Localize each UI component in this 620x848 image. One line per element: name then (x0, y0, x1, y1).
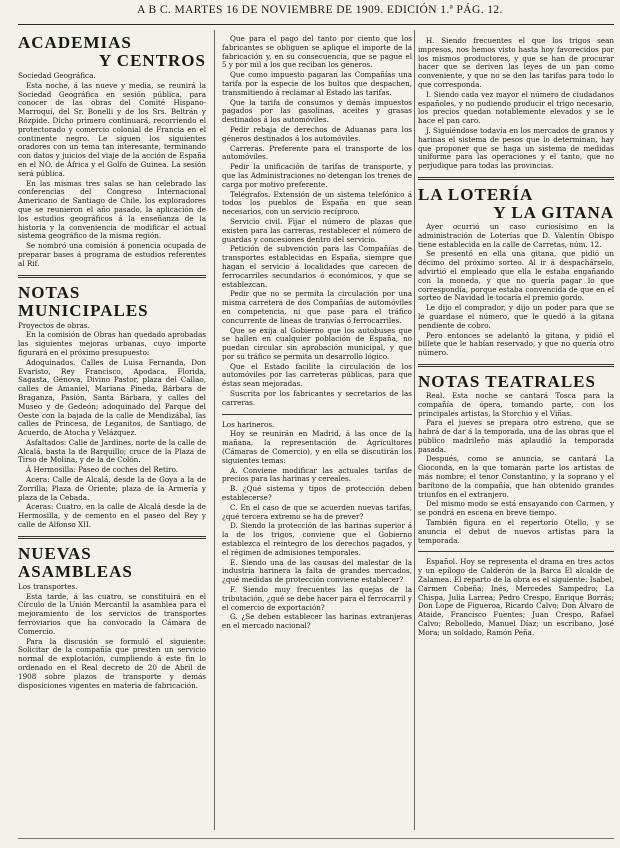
paragraph: Para el jueves se prepara otro estreno, que se habrá de dar á la temporada, una de las obras que el público madrileño más aplaudió la temporada pasada. (418, 418, 614, 454)
paragraph: Real. Esta noche se cantará Tosca para la compañía de ópera, tomando parte, con los principales artistas, la Storchio y el Viñas. (418, 390, 614, 418)
paragraph: Que como impuesto pagaran las Compañías una tarifa por la especie de los bultos que despachen, transmitiendo á reclamar al Estado las tarifas. (222, 70, 412, 97)
article-divider (418, 551, 614, 552)
paragraph: Que el Estado facilite la circulación de los automóviles por las carreteras públicas, para que éstas sean mejoradas. (222, 361, 412, 389)
section-divider (418, 177, 614, 180)
paragraph: Adoquinados. Calles de Luisa Fernanda, Don Evaristo, Rey Francisco, Apodaca, Florida, Sagasta, Génova, Divino Pastor, plaza del Callao, calles de Amaniel, Mariana Pineda, Bárbara de Braganza, Pasión, Santa Bárbara, y calles del Museo y de Gedeón; adoquinado del Parque del Oeste con la bajada de la calle de Mendizábal, las calles de Princesa, de Leganitos, de Santiago, de Acuerdo, de Atocha y Velázquez. (18, 357, 206, 438)
paragraph: B. ¿Qué sistema y tipos de protección deben establecerse? (222, 484, 412, 503)
paragraph: Pedir rebaja de derechos de Aduanas para los géneros destinados á los automóviles. (222, 124, 412, 143)
paragraph: G. ¿Se deben establecer las harinas extranjeras en el mercado nacional? (222, 612, 412, 631)
paragraph: I. Siendo cada vez mayor el número de ciudadanos españoles, y no pudiendo producir el trigo necesario, los precios quedan notablemente elevados y se le hace el pan caro. (418, 89, 614, 126)
article-divider (222, 414, 412, 415)
column-2 (222, 34, 412, 838)
column-divider (214, 30, 215, 830)
section-title-academias: ACADEMIAS (18, 34, 132, 52)
paragraph: Del mismo modo se está ensayando con Carmen, y se pondrá en escena en breve tiempo. (418, 499, 614, 518)
paragraph: Hoy se reunirán en Madrid, á las once de la mañana, la representación de Agricultores (Cámaras de Comercio), y en ella se discutirán los siguientes temas: (222, 429, 412, 465)
paragraph: Que para el pago del tanto por ciento que los fabricantes se obliguen se aplique el importe de la fabricación y, en su consecuencia, que se pague el 5 y por mil a los que reciban los géneros. (222, 34, 412, 70)
paragraph: Acera: Calle de Alcalá, desde la de Goya a la de Zorrilla; Plaza de Oriente; plaza de la Armería y plaza de la Cebada. (18, 475, 206, 502)
paragraph: Petición de subvención para las Compañías de transportes establecidas en España, siempre que hagan el servicio á localidades que carecen de ferrocarriles secundarios ó económicos, y que se establezcan. (222, 244, 412, 289)
header-rule (18, 24, 614, 25)
paragraph: Pedir que no se permita la circulación por una misma carretera de dos Compañías de automóviles en competencia, ni que pase para el tráfico concurrente de líneas de tranvías ó ferrocarriles. (222, 289, 412, 325)
paragraph: H. Siendo frecuentes el que los trigos sean impresos, nos hemos visto hasta hoy favorecidos por los mismos productores, y que se han de procurar hacer que se deriven las leyes de un pan como conveniente, y que no se den las tarifas para todo lo que corresponda. (418, 36, 614, 89)
paragraph: Asfaltados: Calle de Jardines, norte de la calle de Alcalá, basta la de Barquillo; cruce de la Plaza de Tirso de Molina, y de la de Colón. (18, 437, 206, 465)
paragraph: Á Hermosilla: Paseo de coches del Retiro. (26, 465, 179, 475)
paragraph: Se presentó en ella una gitana, que pidió un décimo del próximo sorteo. Al ir á despachárselo, advirtió el empleado que ella le estaba engañando con la moneda, y que no quería pagar lo que correspondía, porque estaba convencida de que en el sorteo de Navidad le tocaría el premio gordo. (418, 249, 614, 303)
paragraph: Suscrita por los fabricantes y secretarios de las carreras. (222, 389, 412, 407)
paragraph: Que se exija al Gobierno que los autobuses que se hallen en cualquier población de España, no puedan circular sin aprobación municipal, y que por su tráfico se permita un desarrollo lógico. (222, 325, 412, 361)
subheading: Sociedad Geográfica. (18, 71, 96, 80)
paragraph: Español. Hoy se representa el drama en tres actos y un epílogo de Calderón de la Barca El alcalde de Zalamea. El reparto de la obra es el siguiente: Isabel, Carmen Cobeña; Inés, Mercedes Sampedro; La Chispa, Julia Larrea; Pedro Crespo, Enrique Borrás; Don Lope de Figueroa, Ricardo Calvo; Don Álvaro de Ataide, Francisco Fuentes; Juan Crespo, Rafael Calvo; Rebolledo, Manuel Díaz; un escribano, José Mora; un soldado, Ramón Peña. (418, 557, 614, 637)
section-title-loteria: LA LOTERÍA (418, 184, 534, 204)
paragraph: Esta noche, á las nueve y media, se reunirá la Sociedad Geográfica en sesión pública, para conocer de las obras del Comité Hispano-Marroquí, del Sr. Bonelli y de los Srs. Beltrán y Rózpide. Dicho primero continuará, recorriendo el protectorado y comercio colonial de Francia en el continente negro. Le siguen los siguientes oradores con un tema tan interesante, terminando con datos y juicios del viaje de la acción de España en el NO. de África y el Golfo de Guinea. La sesión será pública. (18, 80, 206, 178)
page-header: A B C. MARTES 16 DE NOVIEMBRE DE 1909. EDICIÓN 1.ª PÁG. 12. (137, 4, 503, 16)
section-title-centros: Y CENTROS (98, 51, 206, 70)
paragraph: Le dijo el comprador, y dijo un poder para que se le guardase el número, que le quedó á la gitana pendiente de cobro. (418, 303, 614, 330)
paragraph: Que la tarifa de consumos y demás impuestos pagados por las gasolinas, aceites y grasas destinados á los automóviles. (222, 97, 412, 125)
paragraph: A. Conviene modificar las actuales tarifas de precios para las harinas y cereales. (222, 465, 412, 484)
section-divider (418, 364, 614, 367)
paragraph: Servicio civil. Fijar el número de plazas que existen para las carreras, restablecer el número de guardas y concesiones dentro del servicio. (222, 216, 412, 244)
paragraph: También figura en el repertorio Otello, y se anuncia el debut de nuevos artistas para la temporada. (418, 518, 614, 545)
section-title-teatrales: NOTAS TEATRALES (418, 371, 596, 391)
paragraph: Ayer ocurrió un caso curiosísimo en la administración de Loterías que D. Valentín Obispo tiene establecida en la calle de Carretas, núm. 12. (418, 221, 614, 249)
paragraph: J. Siguiéndose todavía en los mercados de granos y harinas el sistema de pesos que lo determinan, hay que proponer que se haga un sistema de medidas uniforme para las operaciones y el tanto, que no perjudique para todas las provincias. (418, 125, 614, 171)
footer-rule (18, 838, 614, 839)
subheading: Proyectos de obras. (18, 320, 90, 330)
paragraph: En las mismas tres salas se han celebrado las conferencias del Congreso Internacional Americano de Santiago de Chile, los exploradores que se reunieron el año pasado, la aplicación de los estudios geográficos á la enseñanza de la historia y la conveniencia de modificar el actual sistema geográfico de la misma región. (18, 178, 206, 241)
paragraph: Pedir la unificación de tarifas de transporte, y que las Administraciones no detengan los trenes de carga por motivo preferente. (222, 162, 412, 189)
paragraph: Telégrafos. Extensión de un sistema telefónico á todos los pueblos de España en que sean necesarios, con un servicio recíproco. (222, 189, 412, 217)
paragraph: Se nombró una comisión á ponencia ocupada de preparar bases á programa de estudios referentes al Rif. (18, 241, 206, 268)
paragraph: En la comisión de Obras han quedado aprobadas las siguientes mejoras urbanas, cuyo importe figurará en el próximo presupuesto: (18, 330, 206, 357)
section-title-municipales: NOTAS MUNICIPALES (18, 282, 149, 320)
section-title-asambleas: NUEVAS ASAMBLEAS (18, 543, 133, 581)
section-divider (18, 536, 206, 539)
paragraph: F. Siendo muy frecuentes las quejas de la tributación, ¿qué se debe hacer para el ferrocarril y el comercio de exportación? (222, 585, 412, 612)
section-divider (18, 275, 206, 278)
paragraph: Carreras. Preferente para el transporte de los automóviles. (222, 143, 412, 162)
column-1 (18, 34, 206, 838)
paragraph: Aceras: Cuatro, en la calle de Alcalá desde la de Hermosilla, y de cemento en el paseo del Rey y calle de Alfonso XII. (18, 502, 206, 530)
paragraph: Esta tarde, á las cuatro, se constituirá en el Círculo de la Unión Mercantil la asamblea para el mejoramiento de los servicios de transportes ferroviarios que ha convocado la Cámara de Comercio. (18, 591, 206, 636)
subheading: Los harineros. (222, 419, 275, 429)
column-divider (414, 30, 415, 830)
paragraph: D. Siendo la protección de las harinas superior á la de los trigos, conviene que el Gobierno establezca el reintegro de los derechos pagados, y el régimen de admisiones temporales. (222, 521, 412, 557)
paragraph: Pero entonces se adelantó la gitana, y pidió el billete que le habían reservado, y que no quería otro número. (418, 330, 614, 358)
column-3 (418, 36, 614, 838)
section-title-gitana: Y LA GITANA (493, 202, 614, 222)
subheading: Los transportes. (18, 581, 78, 591)
paragraph: Para la discusión se formuló el siguiente: Solicitar de la compañía que presten un servicio normal de explotación, cumpliendo á este fin lo ordenado en el Real decreto de 20 de Abril de 1908 sobre plazos de transporte y demás disposiciones vigentes en materia de fabricación. (18, 636, 206, 690)
paragraph: E. Siendo una de las causas del malestar de la industria harinera la falta de grandes mercados, ¿qué medidas de protección conviene establecer? (222, 557, 412, 585)
paragraph: C. En el caso de que se acuerden nuevas tarifas, ¿qué tercera extremo se ha de prever? (222, 502, 412, 521)
paragraph: Después, como se anuncia, se cantará La Gioconda, en la que tomarán parte los artistas de más nombre; el tenor Constantino, y la soprano y el barítono de la compañía, que han obtenido grandes triunfos en el extranjero. (418, 454, 614, 499)
